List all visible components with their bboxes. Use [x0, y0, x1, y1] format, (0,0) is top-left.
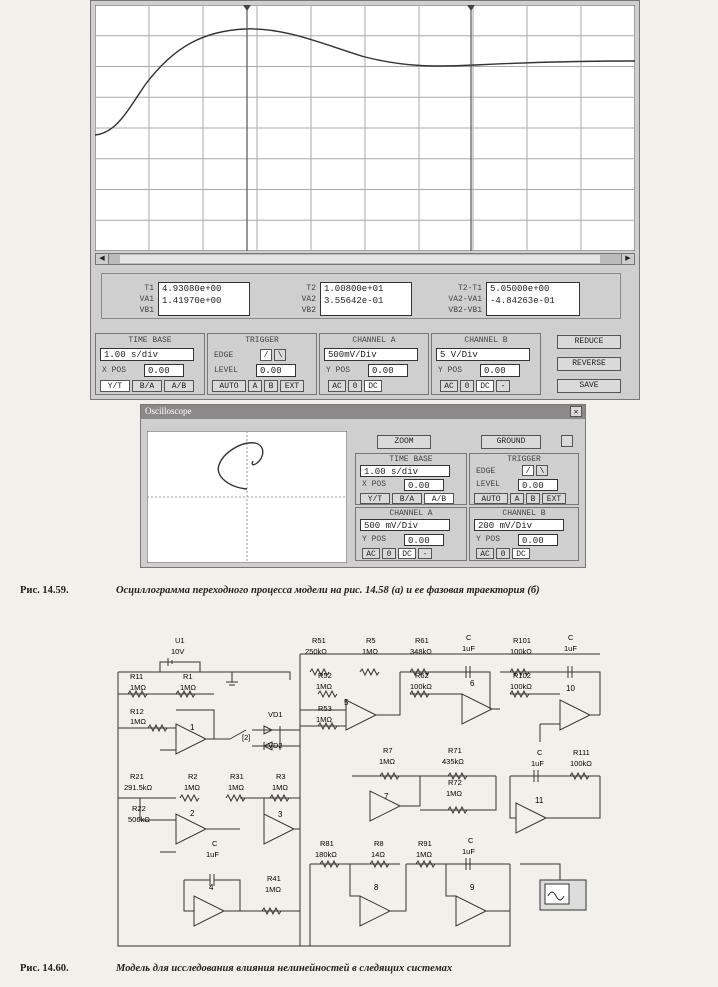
component-label-r12: R12 — [130, 707, 144, 716]
dvb-label: VB2-VB1 — [448, 306, 482, 315]
component-label-r5: R5 — [366, 636, 376, 645]
circuit-schematic — [0, 630, 718, 950]
mode-ab-button[interactable]: A/B — [164, 380, 194, 392]
component-label-r111v: 100kΩ — [570, 759, 592, 768]
mode-yt-button[interactable]: Y/T — [100, 380, 130, 392]
scope2-channel-b-dc-button[interactable]: DC — [512, 548, 530, 559]
opamp-number-n9: 9 — [470, 883, 475, 892]
xpos-label: X POS — [102, 366, 127, 375]
va2-label: VA2 — [301, 295, 316, 304]
component-label-r7v: 1MΩ — [379, 757, 396, 766]
opamp-number-n2: 2 — [190, 809, 195, 818]
component-label-r8: R8 — [374, 839, 384, 848]
scope2-channel-a-title: CHANNEL A — [389, 509, 433, 518]
scope2-mode-yt-button[interactable]: Y/T — [360, 493, 390, 504]
va2-value: 3.55642e-01 — [324, 296, 384, 306]
timebase-title: TIME BASE — [128, 336, 172, 345]
scope2-channel-a-ypos-input[interactable]: 0.00 — [404, 534, 444, 546]
scope2-mode-ab-button[interactable]: A/B — [424, 493, 454, 504]
channel-b-zero-button[interactable]: 0 — [460, 380, 474, 392]
component-label-r2v: 1MΩ — [184, 783, 201, 792]
readout-2 — [320, 282, 412, 316]
va1-label: VA1 — [139, 295, 154, 304]
component-label-r53v: 1MΩ — [316, 715, 333, 724]
channel-b-ypos-input[interactable]: 0.00 — [480, 364, 520, 377]
component-label-r31: R31 — [230, 772, 244, 781]
component-label-r21v: 291.5kΩ — [124, 783, 153, 792]
component-label-r62v: 100kΩ — [410, 682, 432, 691]
channel-a-ypos-label: Y POS — [326, 366, 351, 375]
vb2-label: VB2 — [301, 306, 316, 315]
ground-button[interactable]: GROUND — [481, 435, 541, 449]
scope2-channel-a-select[interactable]: 500 mV/Div — [360, 519, 450, 531]
opamp-number-n7: 7 — [384, 792, 389, 801]
component-label-r71: R71 — [448, 746, 462, 755]
component-label-r111: R111 — [573, 748, 590, 757]
scope2-channel-a-minus-button[interactable]: - — [418, 548, 432, 559]
scope2-screen — [147, 431, 347, 563]
trigger-auto-button[interactable]: AUTO — [212, 380, 246, 392]
dva-label: VA2-VA1 — [448, 295, 482, 304]
save-button[interactable]: SAVE — [557, 379, 621, 393]
figure-caption-1460 — [20, 963, 710, 974]
component-label-r81v: 180kΩ — [315, 850, 337, 859]
component-label-c10: C — [568, 633, 574, 642]
scope2-timebase-title: TIME BASE — [389, 455, 433, 464]
mode-ba-button[interactable]: B/A — [132, 380, 162, 392]
component-label-r52: R52 — [318, 671, 332, 680]
dt-value: 5.05000e+00 — [490, 284, 550, 294]
scope2-level-input[interactable]: 0.00 — [518, 479, 558, 491]
scope2-channel-b-ypos-input[interactable]: 0.00 — [518, 534, 558, 546]
scroll-right-button[interactable]: ▶ — [621, 254, 634, 264]
readout-panel — [101, 273, 621, 319]
component-label-r1: R1 — [183, 672, 193, 681]
scope2-channel-b-title: CHANNEL B — [502, 509, 546, 518]
t2-value: 1.00800e+01 — [324, 284, 384, 294]
component-label-r61: R61 — [415, 636, 429, 645]
readout-3 — [486, 282, 580, 316]
channel-a-select[interactable]: 500mV/Div — [324, 348, 418, 361]
edge-falling-button[interactable]: \ — [274, 349, 286, 361]
scope2-xpos-label: X POS — [362, 480, 387, 489]
reverse-button[interactable]: REVERSE — [557, 357, 621, 371]
component-label-c11v: 1uF — [531, 759, 544, 768]
channel-a-zero-button[interactable]: 0 — [348, 380, 362, 392]
timebase-group — [95, 333, 205, 395]
channel-b-minus-button[interactable]: - — [496, 380, 510, 392]
component-label-r51v: 250kΩ — [305, 647, 327, 656]
component-label-r102v: 100kΩ — [510, 682, 532, 691]
level-label: LEVEL — [214, 366, 239, 375]
component-label-c11: C — [537, 748, 543, 757]
component-label-r52v: 1MΩ — [316, 682, 333, 691]
t2-label: T2 — [306, 284, 316, 293]
scope1-scrollbar[interactable] — [95, 253, 635, 265]
scope2-trigger-b-button[interactable]: B — [526, 493, 540, 504]
scope2-channel-b-ypos-label: Y POS — [476, 535, 501, 544]
channel-a-title: CHANNEL A — [352, 336, 396, 345]
component-label-c4v: 1uF — [206, 850, 219, 859]
component-label-r12v: 1MΩ — [130, 717, 147, 726]
component-label-r3v: 1MΩ — [272, 783, 289, 792]
scope2-timebase-group — [355, 453, 467, 505]
component-label-r72v: 1MΩ — [446, 789, 463, 798]
trigger-a-button[interactable]: A — [248, 380, 262, 392]
component-label-r7: R7 — [383, 746, 393, 755]
scroll-thumb[interactable] — [120, 255, 600, 263]
trigger-ext-button[interactable]: EXT — [280, 380, 304, 392]
scope2-trigger-ext-button[interactable]: EXT — [542, 493, 566, 504]
component-label-r1v: 1MΩ — [180, 683, 197, 692]
component-label-c6v: 1uF — [462, 644, 475, 653]
channel-b-select[interactable]: 5 V/Div — [436, 348, 530, 361]
timebase-select[interactable]: 1.00 s/div — [100, 348, 194, 361]
component-label-c4: C — [212, 839, 218, 848]
component-label-r41v: 1MΩ — [265, 885, 282, 894]
channel-a-dc-button[interactable]: DC — [364, 380, 382, 392]
component-label-vd1: VD1 — [268, 710, 283, 719]
edge-rising-button[interactable]: / — [260, 349, 272, 361]
component-label-r91v: 1MΩ — [416, 850, 433, 859]
scope2-channel-b-ac-button[interactable]: AC — [476, 548, 494, 559]
opamp-number-n8: 8 — [374, 883, 379, 892]
va1-value: 1.41970e+00 — [162, 296, 222, 306]
channel-b-group — [431, 333, 541, 395]
scroll-left-button[interactable]: ◀ — [96, 254, 109, 264]
readout-1 — [158, 282, 250, 316]
scope2-title: Oscilloscope — [145, 406, 192, 416]
component-label-c10v: 1uF — [564, 644, 577, 653]
dt-label: T2-T1 — [457, 284, 482, 293]
scope2-channel-a-ypos-label: Y POS — [362, 535, 387, 544]
scope2-level-label: LEVEL — [476, 480, 501, 489]
caption2-number: Рис. 14.60. — [20, 963, 69, 974]
level-input[interactable]: 0.00 — [256, 364, 296, 377]
component-label-r5v: 1MΩ — [362, 647, 379, 656]
component-label-r53: R53 — [318, 704, 332, 713]
channel-a-ac-button[interactable]: AC — [328, 380, 346, 392]
xpos-input[interactable]: 0.00 — [144, 364, 184, 377]
component-label-r2: R2 — [188, 772, 198, 781]
component-label-r11: R11 — [130, 672, 144, 681]
trigger-group — [207, 333, 317, 395]
component-label-r61v: 348kΩ — [410, 647, 432, 656]
oscilloscope-2-window — [140, 404, 586, 568]
component-label-r91: R91 — [418, 839, 432, 848]
component-label-r102: R102 — [513, 671, 531, 680]
reduce-button[interactable]: REDUCE — [557, 335, 621, 349]
channel-b-ac-button[interactable]: AC — [440, 380, 458, 392]
figure-caption-1459 — [20, 585, 710, 596]
t1-label: T1 — [144, 284, 154, 293]
component-label-u1v: 10V — [171, 647, 185, 656]
component-label-r62: R62 — [415, 671, 429, 680]
scope2-titlebar[interactable] — [141, 405, 585, 419]
scope2-trigger-auto-button[interactable]: AUTO — [474, 493, 508, 504]
scope2-channel-a-group — [355, 507, 467, 561]
scope2-edge-falling-button[interactable]: \ — [536, 465, 548, 476]
channel-a-ypos-input[interactable]: 0.00 — [368, 364, 408, 377]
component-label-r71v: 435kΩ — [442, 757, 464, 766]
component-label-r72: R72 — [448, 778, 462, 787]
channel-b-ypos-label: Y POS — [438, 366, 463, 375]
caption1-number: Рис. 14.59. — [20, 585, 69, 596]
scope2-mode-ba-button[interactable]: B/A — [392, 493, 422, 504]
component-label-r21: R21 — [130, 772, 144, 781]
oscilloscope-1 — [90, 0, 640, 400]
scope2-xpos-input[interactable]: 0.00 — [404, 479, 444, 491]
channel-b-title: CHANNEL B — [464, 336, 508, 345]
channel-b-dc-button[interactable]: DC — [476, 380, 494, 392]
component-label-r101v: 100kΩ — [510, 647, 532, 656]
component-label-u1: U1 — [175, 636, 185, 645]
opamp-number-n1: 1 — [190, 723, 195, 732]
component-label-r31v: 1MΩ — [228, 783, 245, 792]
vb1-label: VB1 — [139, 306, 154, 315]
component-label-r22: R22 — [132, 804, 146, 813]
component-label-vd2: VD2 — [268, 741, 283, 750]
opamp-number-n10: 10 — [566, 684, 575, 693]
trigger-title: TRIGGER — [245, 336, 279, 345]
component-label-r41: R41 — [267, 874, 281, 883]
opamp-number-n6: 6 — [470, 679, 475, 688]
scope1-screen — [95, 5, 635, 251]
scope2-edge-rising-button[interactable]: / — [522, 465, 534, 476]
dva-value: -4.84263e-01 — [490, 296, 555, 306]
opamp-number-n3: 3 — [278, 810, 283, 819]
scope2-trigger-title: TRIGGER — [507, 455, 541, 464]
component-label-r81: R81 — [320, 839, 334, 848]
caption2-text: Модель для исследования влияния нелинейностей в следящих системах — [116, 963, 453, 974]
zoom-button[interactable]: ZOOM — [377, 435, 431, 449]
scope2-channel-b-zero-button[interactable]: 0 — [496, 548, 510, 559]
scope2-edge-label: EDGE — [476, 467, 496, 476]
component-label-c9v: 1uF — [462, 847, 475, 856]
component-label-r51: R51 — [312, 636, 326, 645]
component-label-sw: [2] — [242, 733, 251, 742]
opamp-number-n5: 5 — [344, 698, 349, 707]
caption1-text: Осциллограмма переходного процесса модели на рис. 14.58 (а) и ее фазовая траектория (б) — [116, 585, 540, 596]
scope2-channel-a-dc-button[interactable]: DC — [398, 548, 416, 559]
component-label-r11v: 1MΩ — [130, 683, 147, 692]
scope2-channel-b-group — [469, 507, 579, 561]
scope2-trigger-a-button[interactable]: A — [510, 493, 524, 504]
component-label-c9: C — [468, 836, 474, 845]
opamp-number-n11: 11 — [535, 796, 544, 805]
ground-toggle[interactable] — [561, 435, 573, 447]
scope2-channel-a-zero-button[interactable]: 0 — [382, 548, 396, 559]
scope2-trigger-group — [469, 453, 579, 505]
component-label-r101: R101 — [513, 636, 531, 645]
component-label-c6: C — [466, 633, 472, 642]
t1-value: 4.93080e+00 — [162, 284, 222, 294]
scope2-channel-a-ac-button[interactable]: AC — [362, 548, 380, 559]
scope2-timebase-select[interactable]: 1.00 s/div — [360, 465, 450, 477]
opamp-number-n4: 4 — [209, 883, 214, 892]
trigger-b-button[interactable]: B — [264, 380, 278, 392]
scope2-channel-b-select[interactable]: 200 mV/Div — [474, 519, 564, 531]
channel-a-group — [319, 333, 429, 395]
component-label-r22v: 506kΩ — [128, 815, 150, 824]
close-icon[interactable]: ✕ — [570, 406, 582, 417]
edge-label: EDGE — [214, 351, 234, 360]
component-label-r3: R3 — [276, 772, 286, 781]
component-label-r8v: 14Ω — [371, 850, 385, 859]
